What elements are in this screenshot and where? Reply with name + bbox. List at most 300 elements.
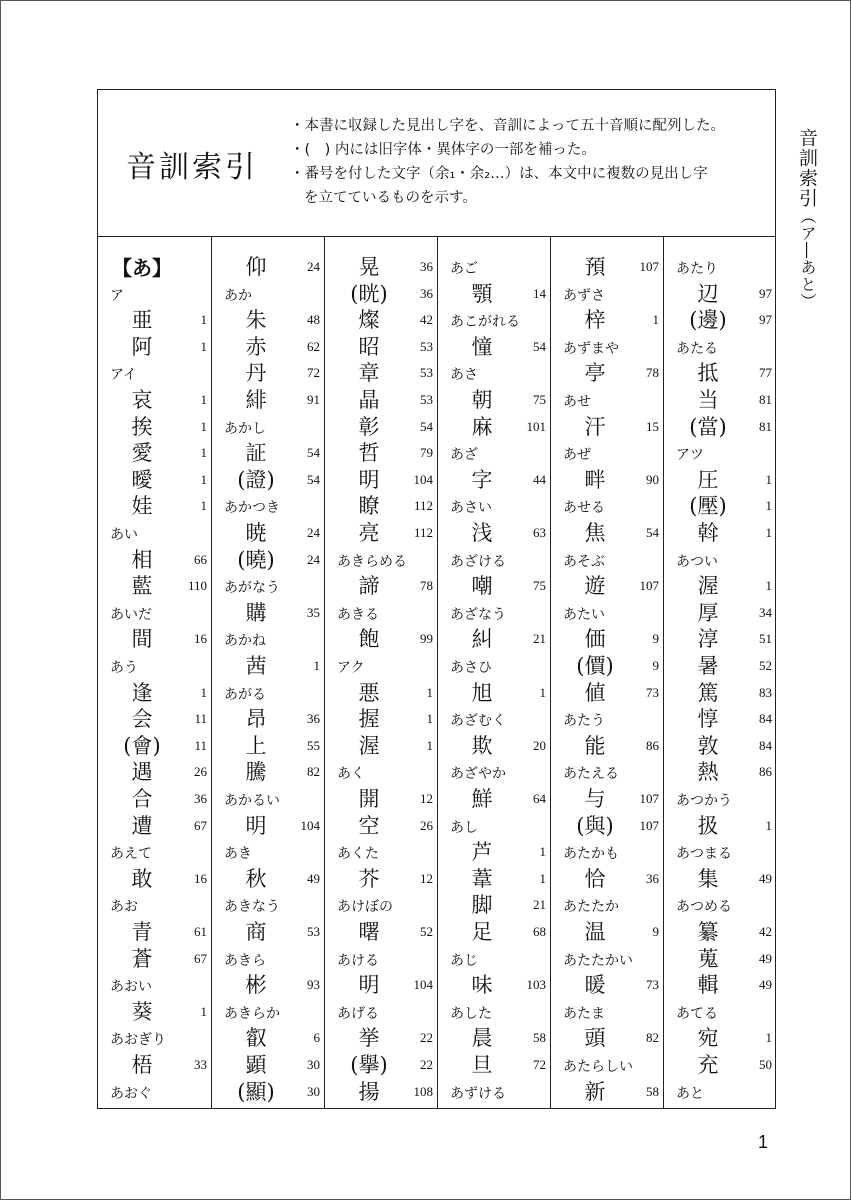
- entry-page-number: 1: [765, 498, 772, 514]
- entry-kanji: 合: [131, 787, 153, 811]
- entry-kanji: 秋: [245, 866, 267, 891]
- entry-kanji: 鮮: [471, 787, 493, 811]
- entry-page-number: 55: [307, 737, 320, 753]
- entry-page-number: 62: [307, 338, 320, 354]
- entry-kanji: 青: [131, 920, 153, 944]
- index-header: [98, 90, 775, 237]
- entry-kanji: 新: [584, 1079, 606, 1104]
- section-label: 【あ】: [112, 256, 172, 280]
- index-column: [550, 237, 663, 1108]
- entry-kanji: 飽: [358, 627, 380, 652]
- entry-page-number: 52: [420, 924, 433, 939]
- reading-text: あずまや: [563, 340, 619, 357]
- entry-kanji: 充: [697, 1053, 719, 1077]
- index-entry: [325, 1080, 437, 1106]
- reading-text: あかるい: [224, 793, 280, 809]
- entry-page-number: 82: [307, 764, 320, 780]
- entry-page-number: 1: [765, 1030, 772, 1046]
- entry-page-number: 110: [187, 578, 207, 594]
- entry-page-number: 86: [759, 764, 772, 780]
- entry-kanji: 朱: [245, 308, 267, 333]
- index-entry: [551, 867, 663, 893]
- entry-page-number: 49: [759, 870, 772, 886]
- entry-page-number: 54: [420, 418, 433, 434]
- entry-kanji: 証: [245, 441, 267, 466]
- reading-heading: [438, 1080, 550, 1106]
- entry-kanji: 欺: [471, 733, 493, 758]
- entry-page-number: 1: [200, 392, 207, 407]
- entry-page-number: 42: [420, 312, 433, 328]
- reading-text: あざやか: [450, 766, 506, 783]
- entry-kanji: (邊): [689, 308, 727, 333]
- entry-page-number: 112: [413, 525, 433, 540]
- entry-page-number: 11: [194, 711, 207, 727]
- entry-page-number: 107: [639, 578, 659, 594]
- entry-kanji: 購: [245, 600, 267, 625]
- entry-page-number: 73: [646, 977, 659, 993]
- index-entry: [551, 415, 663, 441]
- entry-page-number: 97: [759, 285, 772, 301]
- index-entry: [664, 867, 776, 893]
- reading-text: あたたか: [563, 899, 619, 916]
- entry-kanji: 瞭: [358, 494, 380, 519]
- entry-kanji: (證): [237, 467, 275, 492]
- entry-page-number: 1: [200, 684, 207, 700]
- index-entry: [438, 627, 550, 653]
- index-entry: [664, 1053, 776, 1079]
- reading-text: あと: [676, 1085, 704, 1102]
- entry-page-number: 1: [200, 471, 207, 487]
- index-entry: [664, 521, 776, 547]
- entry-kanji: 蒼: [131, 946, 153, 971]
- entry-page-number: 101: [526, 418, 546, 434]
- entry-page-number: 81: [759, 418, 772, 434]
- index-entry: [325, 734, 437, 760]
- entry-kanji: 愛: [131, 441, 153, 466]
- reading-text: あがる: [224, 686, 266, 703]
- entry-page-number: 1: [652, 312, 659, 328]
- index-entry: [438, 681, 550, 707]
- reading-text: あじ: [450, 952, 478, 969]
- entry-kanji: 価: [584, 627, 606, 652]
- index-entry: [551, 734, 663, 760]
- entry-kanji: 斡: [697, 521, 719, 545]
- entry-kanji: 彬: [245, 973, 267, 998]
- entry-kanji: 渥: [697, 574, 719, 599]
- entry-page-number: 90: [646, 471, 659, 487]
- index-entry: [551, 574, 663, 600]
- entry-kanji: (晄): [350, 281, 388, 306]
- reading-text: アク: [337, 660, 365, 676]
- entry-page-number: 108: [413, 1083, 433, 1099]
- index-entry: [551, 973, 663, 999]
- index-entry: [98, 574, 211, 600]
- entry-kanji: 章: [358, 361, 380, 386]
- index-box: [97, 89, 776, 1109]
- entry-page-number: 72: [307, 365, 320, 381]
- reading-heading: [664, 1080, 776, 1106]
- index-entry: [212, 601, 324, 627]
- entry-kanji: 彰: [358, 414, 380, 439]
- entry-kanji: 挙: [358, 1026, 380, 1051]
- entry-page-number: 73: [646, 684, 659, 700]
- reading-text: あける: [337, 952, 379, 969]
- index-entry: [551, 361, 663, 387]
- entry-kanji: 明: [245, 813, 267, 838]
- entry-page-number: 1: [200, 445, 207, 461]
- index-entry: [438, 335, 550, 361]
- entry-kanji: 恰: [584, 866, 606, 891]
- entry-page-number: 1: [426, 711, 433, 727]
- index-entry: [212, 388, 324, 414]
- index-entry: [212, 1080, 324, 1106]
- entry-page-number: 91: [307, 392, 320, 407]
- entry-page-number: 36: [307, 711, 320, 727]
- index-entry: [551, 814, 663, 840]
- side-title: 音訓索引: [796, 128, 818, 208]
- entry-kanji: 惇: [697, 707, 719, 732]
- index-entry: [98, 1053, 211, 1079]
- reading-text: アツ: [676, 447, 704, 464]
- entry-kanji: 淳: [697, 627, 719, 652]
- reading-text: あたう: [563, 713, 605, 730]
- note-line: ・本書に収録した見出し字を、音訓によって五十音順に配列した。: [290, 118, 725, 134]
- entry-page-number: 1: [200, 312, 207, 328]
- index-entry: [438, 920, 550, 946]
- entry-page-number: 24: [307, 259, 320, 274]
- entry-kanji: 亭: [584, 361, 606, 386]
- reading-text: あたたかい: [563, 952, 633, 969]
- entry-page-number: 112: [413, 498, 433, 514]
- reading-text: あけぼの: [337, 899, 393, 916]
- reading-text: あきなう: [224, 899, 280, 916]
- entry-kanji: 赤: [245, 334, 267, 359]
- entry-page-number: 53: [420, 392, 433, 407]
- entry-page-number: 68: [533, 924, 546, 939]
- index-entry: [664, 308, 776, 334]
- entry-page-number: 103: [526, 977, 546, 993]
- entry-kanji: 憧: [471, 334, 493, 359]
- index-column: [211, 237, 324, 1108]
- index-entry: [98, 627, 211, 653]
- entry-kanji: 温: [584, 920, 606, 944]
- section-header: [98, 255, 211, 281]
- entry-page-number: 9: [652, 631, 659, 647]
- reading-text: ア: [110, 287, 124, 304]
- index-entry: [98, 947, 211, 973]
- side-running-title: [791, 128, 821, 310]
- reading-text: あご: [450, 261, 478, 277]
- entry-kanji: 預: [584, 255, 606, 279]
- entry-page-number: 20: [533, 737, 546, 753]
- index-entry: [325, 814, 437, 840]
- index-entry: [438, 521, 550, 547]
- entry-page-number: 84: [759, 737, 772, 753]
- entry-kanji: 篤: [697, 680, 719, 705]
- entry-page-number: 104: [413, 977, 433, 993]
- entry-page-number: 1: [313, 658, 320, 673]
- entry-kanji: 明: [358, 973, 380, 998]
- index-entry: [438, 734, 550, 760]
- reading-text: あげる: [337, 1005, 379, 1022]
- entry-kanji: 会: [131, 707, 153, 732]
- entry-kanji: 麻: [471, 414, 493, 439]
- entry-kanji: 暖: [584, 973, 606, 998]
- index-entry: [98, 335, 211, 361]
- entry-page-number: 54: [307, 445, 320, 461]
- entry-kanji: 輯: [697, 973, 719, 998]
- entry-kanji: 糾: [471, 627, 493, 652]
- reading-text: あつめる: [676, 899, 732, 916]
- entry-page-number: 79: [420, 445, 433, 461]
- entry-kanji: 圧: [697, 467, 719, 492]
- reading-text: あざなう: [450, 606, 506, 623]
- entry-kanji: 空: [358, 813, 380, 838]
- entry-kanji: 昭: [358, 334, 380, 359]
- entry-page-number: 1: [426, 684, 433, 700]
- entry-kanji: 値: [584, 680, 606, 705]
- reading-text: あたらしい: [563, 1059, 633, 1075]
- index-entry: [438, 787, 550, 813]
- index-column: [437, 237, 550, 1108]
- index-entry: [664, 973, 776, 999]
- entry-page-number: 63: [533, 525, 546, 540]
- entry-page-number: 49: [307, 870, 320, 886]
- entry-kanji: (會): [123, 733, 161, 758]
- entry-kanji: 敢: [131, 866, 153, 891]
- index-entry: [212, 814, 324, 840]
- entry-page-number: 21: [533, 631, 546, 647]
- entry-page-number: 16: [194, 631, 207, 647]
- entry-page-number: 107: [639, 259, 659, 274]
- entry-page-number: 30: [307, 1057, 320, 1072]
- entry-page-number: 24: [307, 551, 320, 567]
- index-entry: [664, 760, 776, 786]
- entry-page-number: 67: [194, 950, 207, 966]
- entry-page-number: 24: [307, 525, 320, 540]
- entry-kanji: 燦: [358, 308, 380, 333]
- entry-kanji: 辺: [697, 281, 719, 306]
- entry-kanji: 芦: [471, 840, 493, 865]
- reading-text: あきらめる: [337, 553, 407, 570]
- entry-kanji: 叡: [245, 1026, 267, 1051]
- entry-page-number: 54: [307, 471, 320, 487]
- entry-page-number: 1: [539, 684, 546, 700]
- entry-page-number: 84: [759, 711, 772, 727]
- entry-kanji: 茜: [245, 654, 267, 678]
- entry-page-number: 51: [759, 631, 772, 647]
- index-column: [324, 237, 437, 1108]
- entry-kanji: 扱: [697, 813, 719, 838]
- entry-kanji: 足: [471, 920, 493, 944]
- entry-page-number: 16: [194, 870, 207, 886]
- entry-page-number: 22: [420, 1030, 433, 1046]
- index-entry: [664, 415, 776, 441]
- index-entry: [438, 468, 550, 494]
- reading-text: あがなう: [224, 580, 280, 597]
- reading-text: あくた: [337, 846, 379, 863]
- entry-kanji: (擧): [350, 1053, 388, 1077]
- entry-kanji: 暁: [245, 521, 267, 545]
- entry-kanji: 与: [584, 787, 606, 811]
- entry-kanji: 葦: [471, 866, 493, 891]
- entry-page-number: 1: [539, 844, 546, 860]
- index-entry: [98, 867, 211, 893]
- entry-page-number: 83: [759, 684, 772, 700]
- reading-text: あざむく: [450, 713, 506, 730]
- reading-text: あかし: [224, 420, 266, 437]
- entry-page-number: 12: [420, 870, 433, 886]
- entry-kanji: 纂: [697, 920, 719, 944]
- entry-kanji: 焦: [584, 521, 606, 545]
- reading-text: あたえる: [563, 766, 619, 783]
- index-columns: [98, 237, 775, 1108]
- entry-kanji: 上: [245, 733, 267, 758]
- entry-kanji: 哀: [131, 388, 153, 412]
- entry-kanji: 脚: [471, 893, 493, 918]
- reading-text: あせる: [563, 500, 605, 517]
- index-entry: [98, 814, 211, 840]
- entry-kanji: 畔: [584, 467, 606, 492]
- entry-page-number: 48: [307, 312, 320, 328]
- side-range: （ア―あと）: [798, 208, 817, 310]
- entry-kanji: 芥: [358, 866, 380, 891]
- entry-page-number: 75: [533, 392, 546, 407]
- note-line: ・( ) 内には旧字体・異体字の一部を補った。: [290, 142, 596, 158]
- entry-kanji: 晨: [471, 1026, 493, 1051]
- entry-page-number: 1: [426, 737, 433, 753]
- entry-kanji: 字: [471, 467, 493, 492]
- entry-page-number: 53: [420, 338, 433, 354]
- entry-page-number: 82: [646, 1030, 659, 1046]
- entry-kanji: 諦: [358, 574, 380, 599]
- reading-text: あさひ: [450, 660, 492, 676]
- entry-kanji: 渥: [358, 733, 380, 758]
- entry-kanji: 浅: [471, 521, 493, 545]
- entry-page-number: 75: [533, 578, 546, 594]
- reading-text: あかね: [224, 633, 266, 650]
- reading-text: あたかも: [563, 846, 619, 863]
- reading-text: あせ: [563, 394, 591, 410]
- entry-page-number: 53: [420, 365, 433, 381]
- index-entry: [551, 920, 663, 946]
- index-notes: [290, 114, 725, 210]
- entry-kanji: 揚: [358, 1079, 380, 1104]
- entry-page-number: 107: [639, 817, 659, 833]
- reading-text: あざ: [450, 447, 478, 464]
- index-title: 音訓索引: [126, 150, 258, 185]
- entry-page-number: 77: [759, 365, 772, 381]
- entry-page-number: 50: [759, 1057, 772, 1072]
- reading-text: あつい: [676, 553, 718, 570]
- index-entry: [212, 654, 324, 680]
- entry-page-number: 1: [539, 870, 546, 886]
- entry-page-number: 1: [765, 525, 772, 540]
- entry-page-number: 97: [759, 312, 772, 328]
- entry-page-number: 1: [765, 817, 772, 833]
- entry-kanji: 集: [697, 866, 719, 891]
- entry-kanji: 暑: [697, 654, 719, 678]
- reading-text: あきる: [337, 606, 379, 623]
- entry-page-number: 1: [200, 1003, 207, 1019]
- reading-heading: [98, 1080, 211, 1106]
- reading-text: あおい: [110, 979, 152, 996]
- entry-page-number: 99: [420, 631, 433, 647]
- entry-page-number: 33: [194, 1057, 207, 1072]
- reading-text: アイ: [110, 367, 137, 384]
- entry-page-number: 53: [307, 924, 320, 939]
- entry-page-number: 1: [765, 471, 772, 487]
- entry-page-number: 22: [420, 1057, 433, 1072]
- entry-kanji: 梓: [584, 308, 606, 333]
- index-entry: [551, 681, 663, 707]
- reading-text: あか: [224, 287, 252, 304]
- entry-page-number: 12: [420, 791, 433, 806]
- entry-kanji: 娃: [131, 494, 153, 519]
- note-line: を立てているものを示す。: [304, 190, 477, 206]
- entry-page-number: 104: [300, 817, 320, 833]
- entry-page-number: 93: [307, 977, 320, 993]
- entry-kanji: 商: [245, 920, 267, 944]
- entry-kanji: 当: [697, 388, 719, 412]
- entry-kanji: 晶: [358, 388, 380, 412]
- entry-kanji: 梧: [131, 1053, 153, 1077]
- entry-kanji: 昂: [245, 707, 267, 732]
- reading-text: あずさ: [563, 287, 605, 304]
- index-entry: [212, 760, 324, 786]
- entry-kanji: 嘲: [471, 574, 493, 599]
- entry-kanji: 遊: [584, 574, 606, 599]
- entry-page-number: 36: [646, 870, 659, 886]
- reading-text: あお: [110, 899, 138, 916]
- reading-text: あつかう: [676, 793, 732, 809]
- entry-kanji: (當): [689, 414, 727, 439]
- entry-kanji: 汗: [584, 414, 606, 439]
- entry-kanji: 朝: [471, 388, 493, 412]
- index-entry: [212, 973, 324, 999]
- index-entry: [325, 920, 437, 946]
- entry-page-number: 11: [194, 737, 207, 753]
- index-entry: [325, 521, 437, 547]
- entry-kanji: 宛: [697, 1026, 719, 1051]
- note-line: ・番号を付した文字（余₁・余₂…）は、本文中に複数の見出し字: [290, 166, 708, 182]
- entry-page-number: 36: [420, 285, 433, 301]
- entry-kanji: 旦: [471, 1053, 493, 1077]
- index-entry: [664, 814, 776, 840]
- index-entry: [325, 574, 437, 600]
- entry-page-number: 9: [652, 658, 659, 673]
- index-entry: [551, 1026, 663, 1052]
- entry-kanji: 遭: [131, 813, 153, 838]
- entry-page-number: 67: [194, 817, 207, 833]
- index-entry: [438, 973, 550, 999]
- index-column: [98, 237, 211, 1108]
- entry-page-number: 34: [759, 604, 772, 620]
- entry-kanji: 逢: [131, 680, 153, 705]
- entry-page-number: 72: [533, 1057, 546, 1072]
- index-entry: [212, 920, 324, 946]
- entry-kanji: 旭: [471, 680, 493, 705]
- index-entry: [438, 415, 550, 441]
- entry-kanji: 間: [131, 627, 153, 652]
- reading-text: あぜ: [563, 447, 591, 464]
- reading-text: あざける: [450, 553, 506, 570]
- entry-page-number: 107: [639, 791, 659, 806]
- entry-kanji: 丹: [245, 361, 267, 386]
- reading-text: あき: [224, 846, 252, 863]
- entry-kanji: 哲: [358, 441, 380, 466]
- index-entry: [551, 521, 663, 547]
